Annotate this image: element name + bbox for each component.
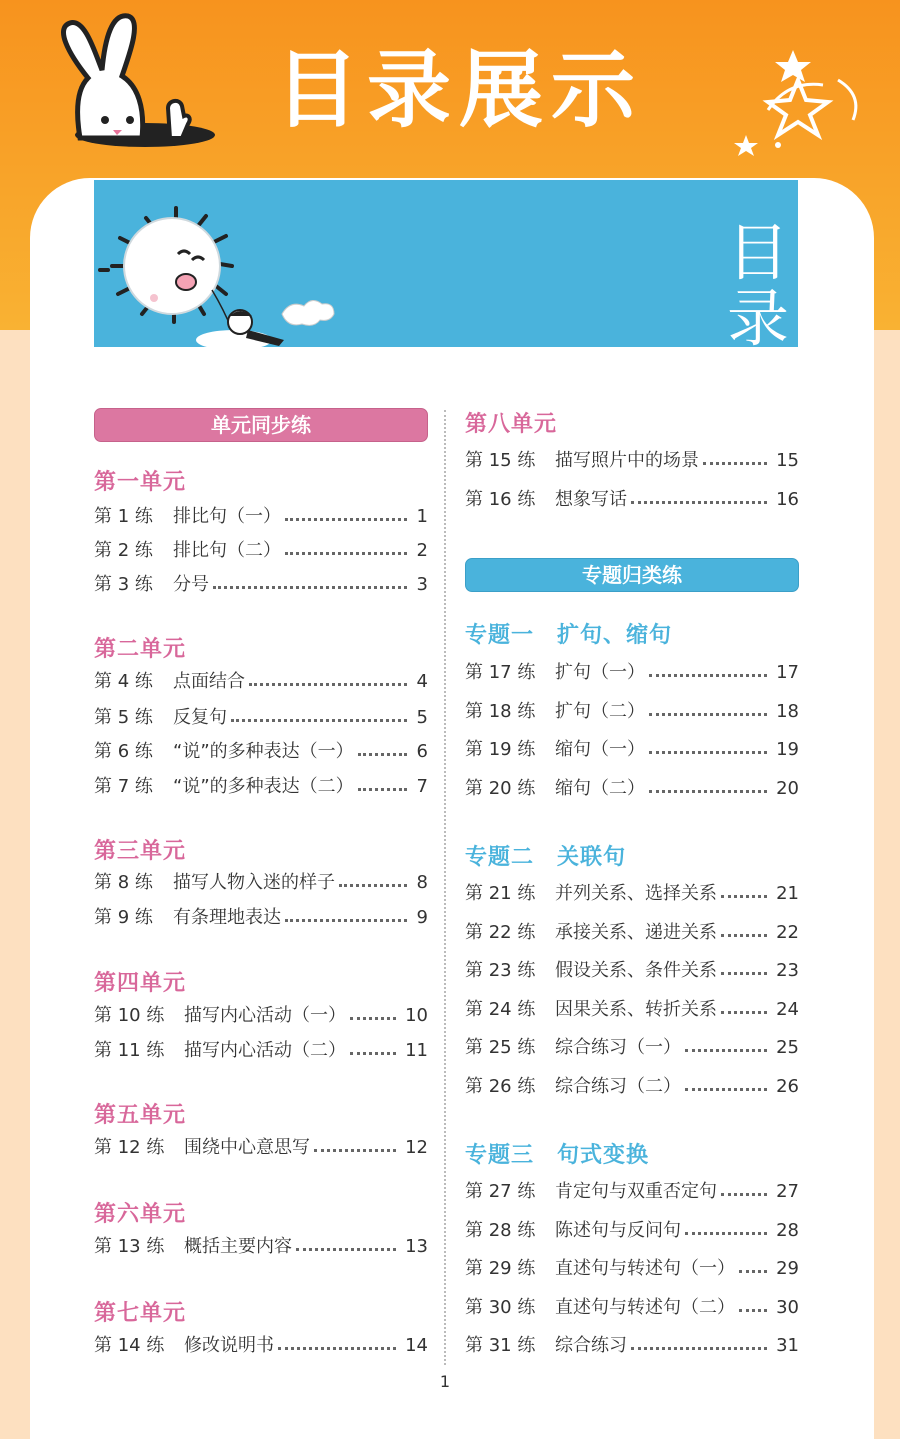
exercise-title: 缩句（二） [555,778,645,799]
toc-entry[interactable] [94,505,428,529]
exercise-number: 第 3 练 [94,574,153,595]
exercise-title: 缩句（一） [555,739,645,760]
topic-heading: 专题一 扩句、缩句 [465,623,673,648]
page-ref: 28 [776,1220,799,1241]
exercise-title: 描写内心活动（二） [184,1040,346,1061]
page-ref: 22 [776,922,799,943]
toc-entry[interactable] [465,738,799,762]
exercise-number: 第 24 练 [465,999,536,1020]
exercise-number: 第 13 练 [94,1236,165,1257]
page-ref: 20 [776,778,799,799]
toc-entry[interactable] [94,1039,428,1063]
exercise-title: “说”的多种表达（一） [173,741,354,762]
page-ref: 30 [776,1297,799,1318]
unit-heading: 第五单元 [94,1103,187,1128]
topic-heading: 专题三 句式变换 [465,1143,650,1168]
exercise-number: 第 18 练 [465,701,536,722]
toc-entry[interactable] [94,906,428,930]
exercise-title: 直述句与转述句（一） [555,1258,735,1279]
sun-balloon-illustration-icon [94,180,344,347]
exercise-title: 综合练习（一） [555,1037,681,1058]
unit-heading: 第三单元 [94,839,187,864]
unit-heading: 第八单元 [465,412,558,437]
exercise-title: 综合练习 [555,1335,627,1356]
page-ref: 10 [405,1005,428,1026]
page-ref: 15 [776,450,799,471]
exercise-number: 第 1 练 [94,506,153,527]
exercise-title: 扩句（一） [555,662,645,683]
hero-banner [94,180,798,347]
exercise-number: 第 21 练 [465,883,536,904]
unit-heading: 第一单元 [94,470,187,495]
exercise-number: 第 10 练 [94,1005,165,1026]
exercise-number: 第 25 练 [465,1037,536,1058]
exercise-number: 第 16 练 [465,489,536,510]
page-ref: 13 [405,1236,428,1257]
exercise-number: 第 9 练 [94,907,153,928]
exercise-number: 第 31 练 [465,1335,536,1356]
column-divider [444,410,446,1365]
exercise-number: 第 20 练 [465,778,536,799]
toc-entry[interactable] [465,488,799,512]
exercise-title: 围绕中心意思写 [184,1137,310,1158]
page-ref: 21 [776,883,799,904]
exercise-title: 修改说明书 [184,1335,274,1356]
page-ref: 5 [416,707,428,728]
exercise-title: 扩句（二） [555,701,645,722]
page-ref: 17 [776,662,799,683]
exercise-title: 排比句（二） [173,540,281,561]
leader-dots [685,1049,767,1052]
exercise-title: 点面结合 [173,671,245,692]
leader-dots [685,1232,767,1235]
exercise-title: 描写内心活动（一） [184,1005,346,1026]
unit-heading: 第七单元 [94,1301,187,1326]
exercise-title: 承接关系、递进关系 [555,922,717,943]
leader-dots [314,1149,396,1152]
exercise-number: 第 19 练 [465,739,536,760]
leader-dots [685,1088,767,1091]
exercise-number: 第 23 练 [465,960,536,981]
page-ref: 4 [416,671,428,692]
exercise-number: 第 11 练 [94,1040,165,1061]
page-ref: 19 [776,739,799,760]
page-ref: 27 [776,1181,799,1202]
exercise-number: 第 28 练 [465,1220,536,1241]
exercise-number: 第 4 练 [94,671,153,692]
section-pill-unit-sync: 单元同步练 [94,408,428,442]
exercise-title: 概括主要内容 [184,1236,292,1257]
page-ref: 11 [405,1040,428,1061]
page-ref: 8 [416,872,428,893]
toc-entry[interactable] [94,1004,428,1028]
stars-decoration-icon [728,40,878,170]
page-number: 1 [439,1372,451,1391]
exercise-title: 陈述句与反问句 [555,1220,681,1241]
exercise-title: 并列关系、选择关系 [555,883,717,904]
page-ref: 25 [776,1037,799,1058]
exercise-title: 想象写话 [555,489,627,510]
exercise-number: 第 2 练 [94,540,153,561]
section-pill-topic: 专题归类练 [465,558,799,592]
exercise-number: 第 22 练 [465,922,536,943]
leader-dots [296,1248,396,1251]
exercise-title: 排比句（一） [173,506,281,527]
leader-dots [703,462,767,465]
toc-entry[interactable] [94,1235,428,1259]
exercise-title: 肯定句与双重否定句 [555,1181,717,1202]
toc-entry[interactable] [465,777,799,801]
exercise-number: 第 15 练 [465,450,536,471]
leader-dots [649,674,767,677]
leader-dots [649,713,767,716]
exercise-title: 描写人物入迷的样子 [173,872,335,893]
page-ref: 3 [416,574,428,595]
exercise-number: 第 29 练 [465,1258,536,1279]
exercise-title: “说”的多种表达（二） [173,776,354,797]
toc-entry[interactable] [465,1075,799,1099]
page-ref: 16 [776,489,799,510]
leader-dots [278,1347,396,1350]
page-ref: 18 [776,701,799,722]
toc-entry[interactable] [465,700,799,724]
exercise-title: 直述句与转述句（二） [555,1297,735,1318]
page-ref: 14 [405,1335,428,1356]
toc-entry[interactable] [94,670,428,694]
hero-title [722,216,794,347]
toc-entry[interactable] [465,1036,799,1060]
exercise-number: 第 8 练 [94,872,153,893]
toc-entry[interactable] [94,1136,428,1160]
leader-dots [231,719,407,722]
toc-entry[interactable] [465,1257,799,1281]
toc-entry[interactable] [94,706,428,730]
leader-dots [631,1347,767,1350]
toc-entry[interactable] [465,1219,799,1243]
unit-heading: 第二单元 [94,637,187,662]
toc-entry[interactable] [94,740,428,764]
exercise-title: 因果关系、转折关系 [555,999,717,1020]
exercise-number: 第 30 练 [465,1297,536,1318]
page-ref: 31 [776,1335,799,1356]
topic-heading: 专题二 关联句 [465,845,627,870]
leader-dots [649,790,767,793]
exercise-title: 描写照片中的场景 [555,450,699,471]
page-ref: 26 [776,1076,799,1097]
banner-title: 目录展示 [275,41,644,139]
leader-dots [649,751,767,754]
exercise-number: 第 7 练 [94,776,153,797]
page-ref: 1 [416,506,428,527]
toc-entry[interactable] [465,959,799,983]
bunny-mascot-icon [50,8,220,148]
page-ref: 12 [405,1137,428,1158]
page-ref: 2 [416,540,428,561]
exercise-number: 第 6 练 [94,741,153,762]
toc-entry[interactable] [465,1296,799,1320]
page-ref: 29 [776,1258,799,1279]
toc-entry[interactable] [465,449,799,473]
exercise-number: 第 12 练 [94,1137,165,1158]
page-ref: 24 [776,999,799,1020]
unit-heading: 第四单元 [94,971,187,996]
unit-heading: 第六单元 [94,1202,187,1227]
toc-entry[interactable] [465,882,799,906]
toc-entry[interactable] [94,1334,428,1358]
exercise-number: 第 26 练 [465,1076,536,1097]
exercise-title: 综合练习（二） [555,1076,681,1097]
toc-entry[interactable] [465,1180,799,1204]
page-ref: 6 [416,741,428,762]
exercise-number: 第 5 练 [94,707,153,728]
exercise-number: 第 27 练 [465,1181,536,1202]
toc-entry[interactable] [465,1334,799,1358]
leader-dots [631,501,767,504]
page-ref: 9 [416,907,428,928]
toc-entry[interactable] [94,775,428,799]
leader-dots [213,586,407,589]
toc-entry[interactable] [465,661,799,685]
page-ref: 23 [776,960,799,981]
page-ref: 7 [416,776,428,797]
toc-entry[interactable] [94,573,428,597]
exercise-title: 反复句 [173,707,227,728]
hero-title-line1: 目 [726,216,789,289]
exercise-title: 假设关系、条件关系 [555,960,717,981]
exercise-title: 分号 [173,574,209,595]
toc-entry[interactable] [465,998,799,1022]
hero-title-line2: 录 [726,282,789,347]
toc-entry[interactable] [94,871,428,895]
exercise-number: 第 17 练 [465,662,536,683]
exercise-number: 第 14 练 [94,1335,165,1356]
exercise-title: 有条理地表达 [173,907,281,928]
toc-entry[interactable] [94,539,428,563]
leader-dots [249,683,407,686]
toc-entry[interactable] [465,921,799,945]
